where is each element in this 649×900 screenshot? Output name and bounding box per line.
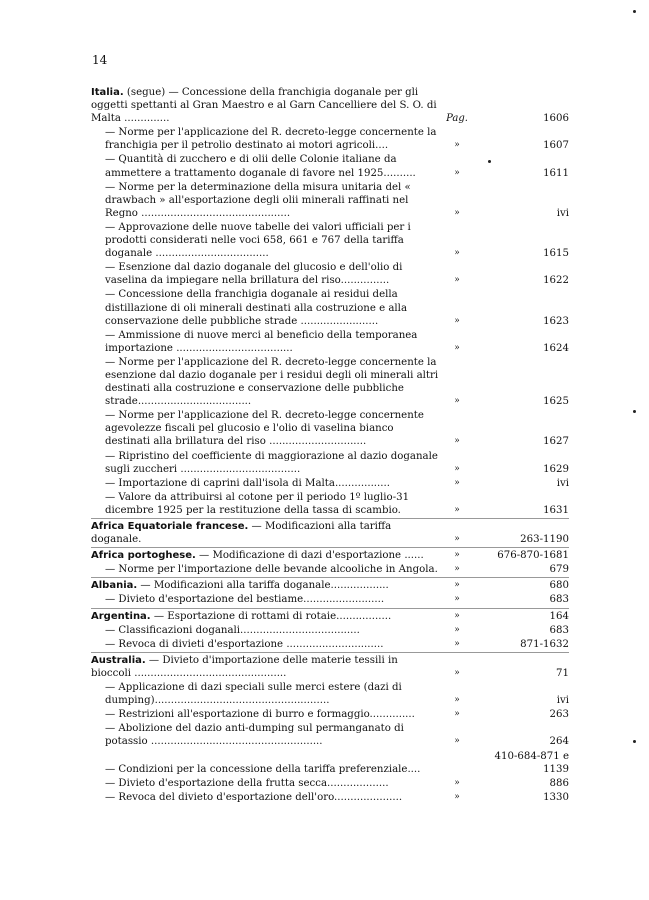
entry-text [91,763,439,776]
entry-description: — Modificazioni alla tariffa doganale.................. [137,580,389,592]
page-ref-marker: » [454,709,460,720]
page-ref-marker: » [454,396,460,407]
page-ref-marker: » [454,140,460,151]
page-ref-marker: » [454,736,460,747]
index-entry [91,518,569,546]
entry-description: — Applicazione di dazi speciali sulle merci estere (dazi di dumping)...................................................... [105,682,402,707]
entry-description: — Esportazione di rottami di rotaie................. [150,610,392,622]
page-numbers: 683 [549,624,569,636]
index-entry [91,288,569,327]
index-entry [91,491,569,517]
page-ref-marker: » [454,695,460,706]
index-entry [91,577,569,592]
page-ref-marker: » [454,594,460,605]
page-ref-marker: » [454,564,460,575]
page-numbers: 164 [549,610,569,622]
entry-text [91,549,439,562]
page-ref-marker: » [454,248,460,259]
entry-text [91,654,439,680]
index-entry [91,547,569,562]
page-ref-marker: » [454,504,460,515]
index-entry [91,86,569,125]
page-numbers: ivi [556,207,569,219]
entry-text [91,153,439,179]
entry-text [91,450,439,476]
page-ref-marker: » [454,275,460,286]
page-numbers: 1606 [543,113,569,125]
entry-description: — Norme per la determinazione della misura unitaria del « drawbach » all'esportazione degli olii minerali raffinati nel Regno .............................................. [105,181,411,219]
index-entry [91,153,569,179]
index-entry [91,450,569,476]
entry-description: — Valore da attribuirsi al cotone per il periodo 1º luglio-31 dicembre 1925 per la restituzione della tassa di scambio. [105,491,410,516]
page-ref-marker: » [454,463,460,474]
entry-text [91,288,439,327]
scan-mark [633,10,636,13]
entry-text [91,624,439,637]
entry-text [91,563,439,576]
page-ref-marker: Pag. [446,113,468,125]
entry-description: — Revoca del divieto d'esportazione dell'oro..................... [105,791,403,803]
index-entry [91,126,569,152]
page-ref-marker: » [454,580,460,591]
page-numbers: 1629 [543,463,569,475]
page-ref-marker: » [454,315,460,326]
entry-description: — Importazione di caprini dall'isola di Malta................. [105,477,390,489]
entry-description: (segue) — Concessione della franchigia doganale per gli oggetti spettanti al Gran Maestro e al Garn Cancelliere del S. O. di Malta .............. [91,87,437,125]
index-entry [91,722,569,748]
page-numbers: 676-870-1681 [497,550,569,562]
entry-text [91,181,439,220]
page-numbers: 263 [549,709,569,721]
page-numbers: 679 [549,564,569,576]
page-ref-marker: » [454,167,460,178]
entry-text [91,722,439,748]
page-ref-marker: » [454,477,460,488]
page-ref-marker: » [454,436,460,447]
entry-description: — Abolizione del dazio anti-dumping sul permanganato di potassio ..................................................... [105,723,404,748]
page-numbers: 871-1632 [520,638,569,650]
entry-text [91,610,439,623]
entry-description: — Norme per l'applicazione del R. decreto-legge concernente la esenzione dal dazio doganale per i residui degli oli minerali altri destinati alla costruzione e conservazione delle pubbliche strade................................... [105,356,439,408]
entry-text [91,520,439,546]
index-entry [91,181,569,220]
page-numbers: 71 [556,667,569,679]
entry-text [91,409,439,448]
entry-text [91,593,439,606]
page-numbers: 1627 [543,436,569,448]
page-numbers: 1631 [543,504,569,516]
entry-text [91,477,439,490]
country-name: Australia. [91,654,146,666]
entry-description: — Esenzione dal dazio doganale del glucosio e dell'olio di vaselina da impiegare nella brillatura del riso............... [105,262,403,287]
entry-text [91,681,439,707]
index-entry [91,563,569,576]
index-entry [91,708,569,721]
page-numbers: 1611 [543,167,569,179]
index-entry [91,477,569,490]
index-entry [91,356,569,408]
entry-description: — Classificazioni doganali..................................... [105,624,360,636]
page-numbers: 410-684-871 e 1139 [494,750,569,775]
entry-text [91,579,439,592]
entry-text [91,791,439,804]
page-numbers: 1625 [543,396,569,408]
entry-text [91,329,439,355]
country-name: Africa portoghese. [91,550,196,562]
country-name: Italia. [91,87,124,98]
entry-description: — Ammissione di nuove merci al beneficio della temporanea importazione .................................... [105,329,418,354]
index-entry [91,593,569,606]
page-numbers: 1330 [543,791,569,803]
entry-description: — Divieto d'esportazione della frutta secca................... [105,777,389,789]
entry-text [91,261,439,287]
index-entry [91,777,569,790]
entry-description: — Norme per l'importazione delle bevande alcooliche in Angola. [105,564,438,576]
entry-text [91,491,439,517]
entry-text [91,86,439,125]
index-entry [91,791,569,804]
page-numbers: 1624 [543,342,569,354]
page-numbers: ivi [556,477,569,489]
country-name: Albania. [91,580,138,592]
page-ref-marker: » [454,667,460,678]
page-ref-marker: » [454,342,460,353]
page-numbers: 1607 [543,140,569,152]
entry-text [91,356,439,408]
country-name: Argentina. [91,610,151,622]
entry-description: — Norme per l'applicazione del R. decreto-legge concernente la franchigia per il petrolio destinato ai motori agricoli.... [105,127,437,152]
page-ref-marker: » [454,777,460,788]
entry-text [91,708,439,721]
index-entry [91,409,569,448]
entry-description: — Modificazioni alla tariffa doganale. [91,521,392,546]
scan-mark [633,410,636,413]
entry-text [91,638,439,651]
page-ref-marker: » [454,534,460,545]
page-ref-marker: » [454,610,460,621]
entry-description: — Revoca di divieti d'esportazione .............................. [105,638,384,650]
index-entry [91,750,569,776]
page-numbers: 1622 [543,275,569,287]
entry-description: — Condizioni per la concessione della tariffa preferenziale.... [105,763,421,775]
entry-text [91,777,439,790]
page-numbers: 886 [549,777,569,789]
page-numbers: 1615 [543,248,569,260]
index-entry [91,261,569,287]
entry-description: — Divieto d'importazione delle materie tessili in bioccoli ............................................... [91,654,398,679]
page-number: 14 [92,53,108,67]
entry-description: — Divieto d'esportazione del bestiame......................... [105,594,385,606]
page-numbers: 264 [549,736,569,748]
entry-description: — Norme per l'applicazione del R. decreto-legge concernente agevolezze fiscali pel glucosio e l'olio di vaselina bianco destinati alla brillatura del riso .............................. [105,410,424,448]
page-numbers: 1623 [543,315,569,327]
entry-description: — Concessione della franchigia doganale ai residui della distillazione di oli minerali destinati alla costruzione e alla conservazione delle pubbliche strade ........................ [105,289,408,327]
entry-description: — Modificazione di dazi d'esportazione ...... [195,550,424,562]
index-list [91,86,569,805]
page-ref-marker: » [454,207,460,218]
entry-text [91,126,439,152]
page-ref-marker: » [454,624,460,635]
index-entry [91,221,569,260]
index-entry [91,624,569,637]
index-entry [91,329,569,355]
index-entry [91,638,569,651]
scan-mark [488,160,491,163]
index-entry [91,681,569,707]
entry-description: — Approvazione delle nuove tabelle dei valori ufficiali per i prodotti considerati nelle voci 658, 661 e 767 della tariffa doganale ................................... [105,221,411,260]
entry-description: — Quantità di zucchero e di olii delle Colonie italiane da ammettere a trattamento doganale di favore nel 1925.......... [105,154,416,179]
page-ref-marker: » [454,638,460,649]
page-numbers: 683 [549,594,569,606]
country-name: Africa Equatoriale francese. [91,521,249,532]
scan-mark [633,740,636,743]
entry-description: — Restrizioni all'esportazione di burro e formaggio.............. [105,709,415,721]
entry-text [91,221,439,260]
page-ref-marker: » [454,791,460,802]
index-entry [91,652,569,680]
page-numbers: 263-1190 [520,534,569,546]
entry-description: — Ripristino del coefficiente di maggiorazione al dazio doganale sugli zuccheri ..................................... [105,450,438,475]
page-numbers: 680 [549,580,569,592]
page-ref-marker: » [454,550,460,561]
page-numbers: ivi [556,695,569,707]
index-entry [91,608,569,623]
